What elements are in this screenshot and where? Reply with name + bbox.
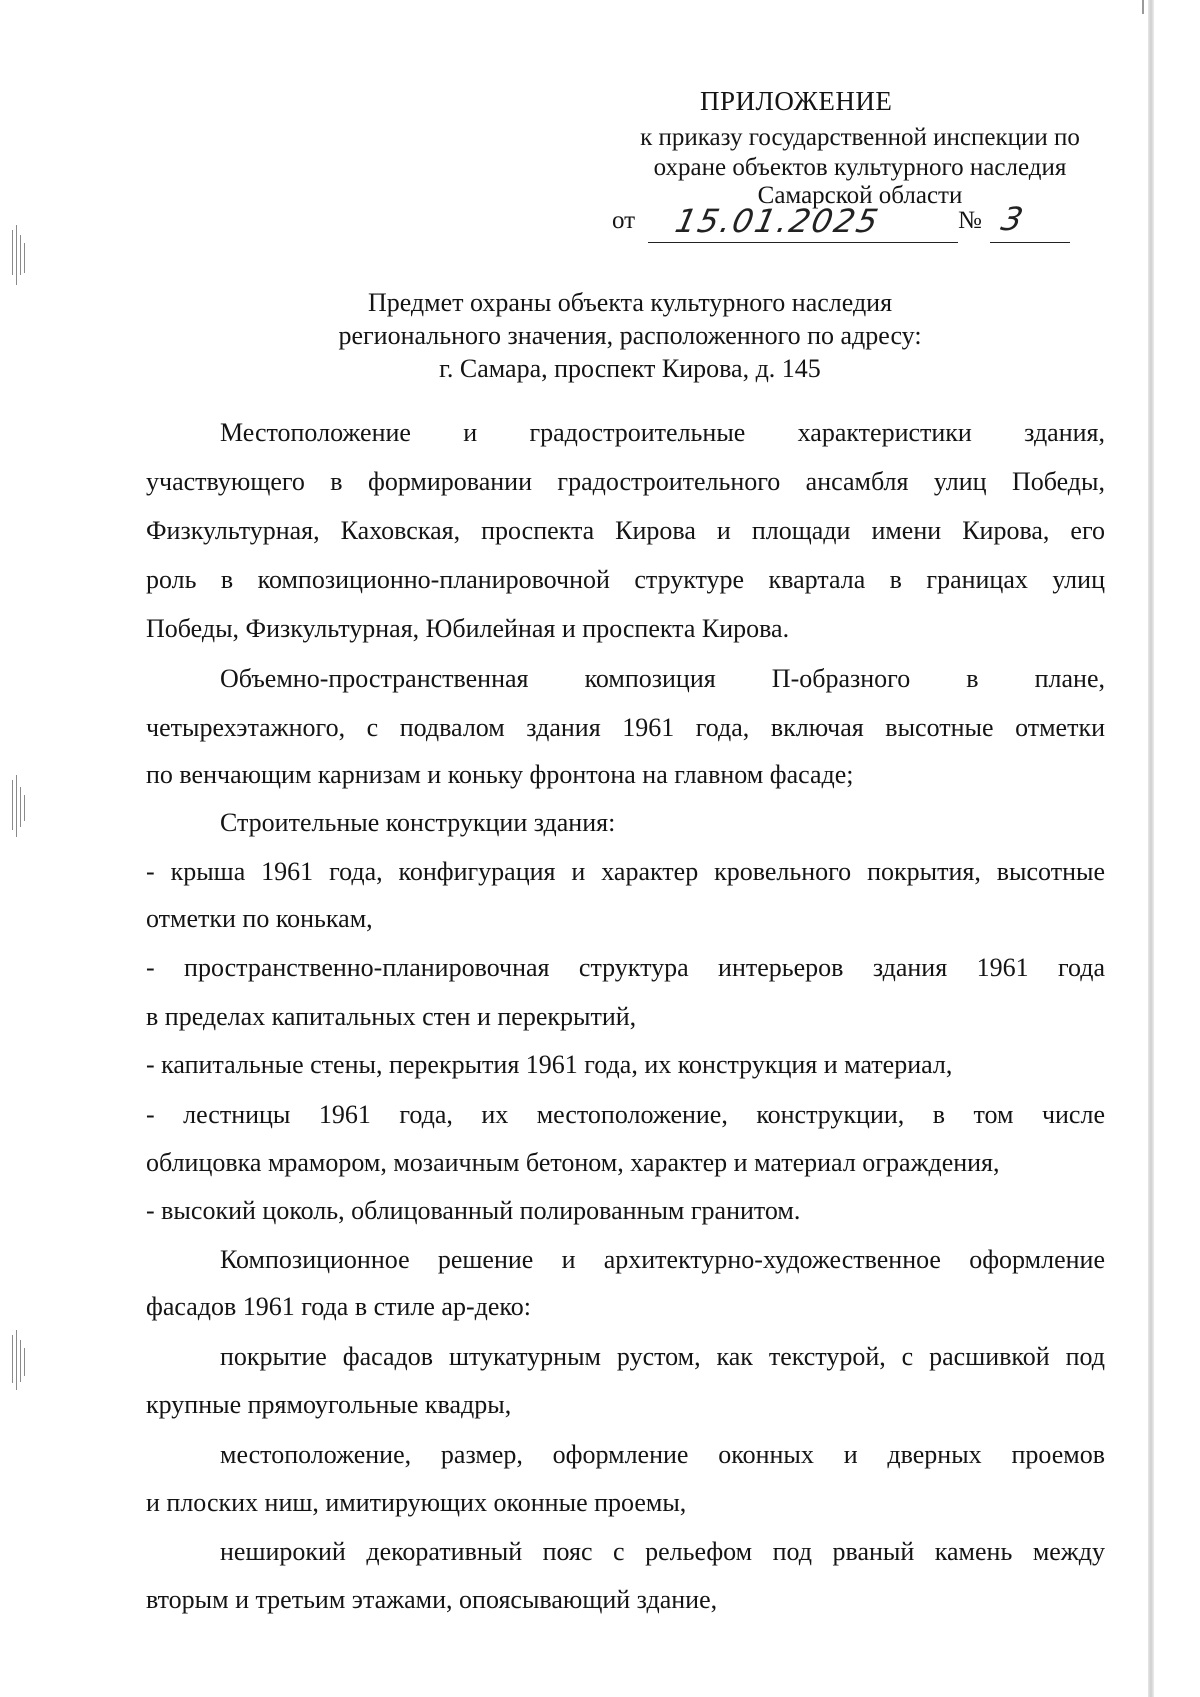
body-line: облицовка мрамором, мозаичным бетоном, характер и материал ограждения, [146, 1148, 1000, 1177]
subject-title-line-1: Предмет охраны объекта культурного наследия [367, 288, 893, 317]
body-line: неширокий декоративный пояс с рельефом под рваный камень между [220, 1537, 1105, 1566]
header-line-1: к приказу государственной инспекции по [640, 124, 1080, 151]
body-line: по венчающим карнизам и коньку фронтона на главном фасаде; [146, 760, 854, 789]
body-line: участвующего в формировании градостроительного ансамбля улиц Победы, [146, 467, 1105, 496]
body-line: местоположение, размер, оформление оконных и дверных проемов [220, 1440, 1105, 1469]
body-line: роль в композиционно-планировочной структуре квартала в границах улиц [146, 565, 1105, 594]
body-line: Строительные конструкции здания: [220, 808, 616, 837]
appendix-title: ПРИЛОЖЕНИЕ [700, 86, 893, 116]
subject-title-line-2: регионального значения, расположенного по адресу: [338, 321, 922, 350]
margin-noise-3 [6, 1330, 36, 1400]
body-line: крупные прямоугольные квадры, [146, 1390, 512, 1419]
body-line: Композиционное решение и архитектурно-художественное оформление [220, 1245, 1105, 1274]
header-line-2: охране объектов культурного наследия [653, 154, 1067, 181]
body-line: и плоских ниш, имитирующих оконные проемы, [146, 1488, 687, 1517]
body-line: Объемно-пространственная композиция П-образного в плане, [220, 664, 1105, 693]
body-line: Местоположение и градостроительные характеристики здания, [220, 418, 1105, 447]
date-field [648, 202, 958, 243]
body-line: - пространственно-планировочная структура интерьеров здания 1961 года [146, 953, 1105, 982]
body-line: Победы, Физкультурная, Юбилейная и проспекта Кирова. [146, 614, 790, 643]
body-line: - капитальные стены, перекрытия 1961 года, их конструкция и материал, [146, 1050, 953, 1079]
body-line: вторым и третьим этажами, опоясывающий здание, [146, 1585, 718, 1614]
scan-right-edge [1148, 0, 1154, 1697]
body-line: - крыша 1961 года, конфигурация и характер кровельного покрытия, высотные [146, 857, 1105, 886]
body-line: Физкультурная, Каховская, проспекта Кирова и площади имени Кирова, его [146, 516, 1105, 545]
margin-noise-2 [6, 775, 36, 845]
scan-speck [1142, 0, 1144, 14]
margin-noise-1 [6, 225, 36, 295]
handwritten-date: 15.01.2025 [671, 202, 884, 240]
handwritten-number: 3 [997, 200, 1029, 238]
body-line: - высокий цоколь, облицованный полированным гранитом. [146, 1196, 801, 1225]
body-line: отметки по конькам, [146, 904, 373, 933]
header-line-3: Самарской области [757, 182, 963, 209]
body-line: покрытие фасадов штукатурным рустом, как текстурой, с расшивкой под [220, 1342, 1105, 1371]
subject-title-line-3: г. Самара, проспект Кирова, д. 145 [439, 354, 821, 383]
body-line: фасадов 1961 года в стиле ар-деко: [146, 1292, 531, 1321]
body-line: в пределах капитальных стен и перекрытий, [146, 1002, 637, 1031]
number-label: № [958, 207, 982, 234]
body-line: - лестницы 1961 года, их местоположение, конструкции, в том числе [146, 1100, 1105, 1129]
body-line: четырехэтажного, с подвалом здания 1961 года, включая высотные отметки [146, 713, 1105, 742]
date-prefix: от [612, 207, 636, 234]
number-field [990, 200, 1070, 243]
